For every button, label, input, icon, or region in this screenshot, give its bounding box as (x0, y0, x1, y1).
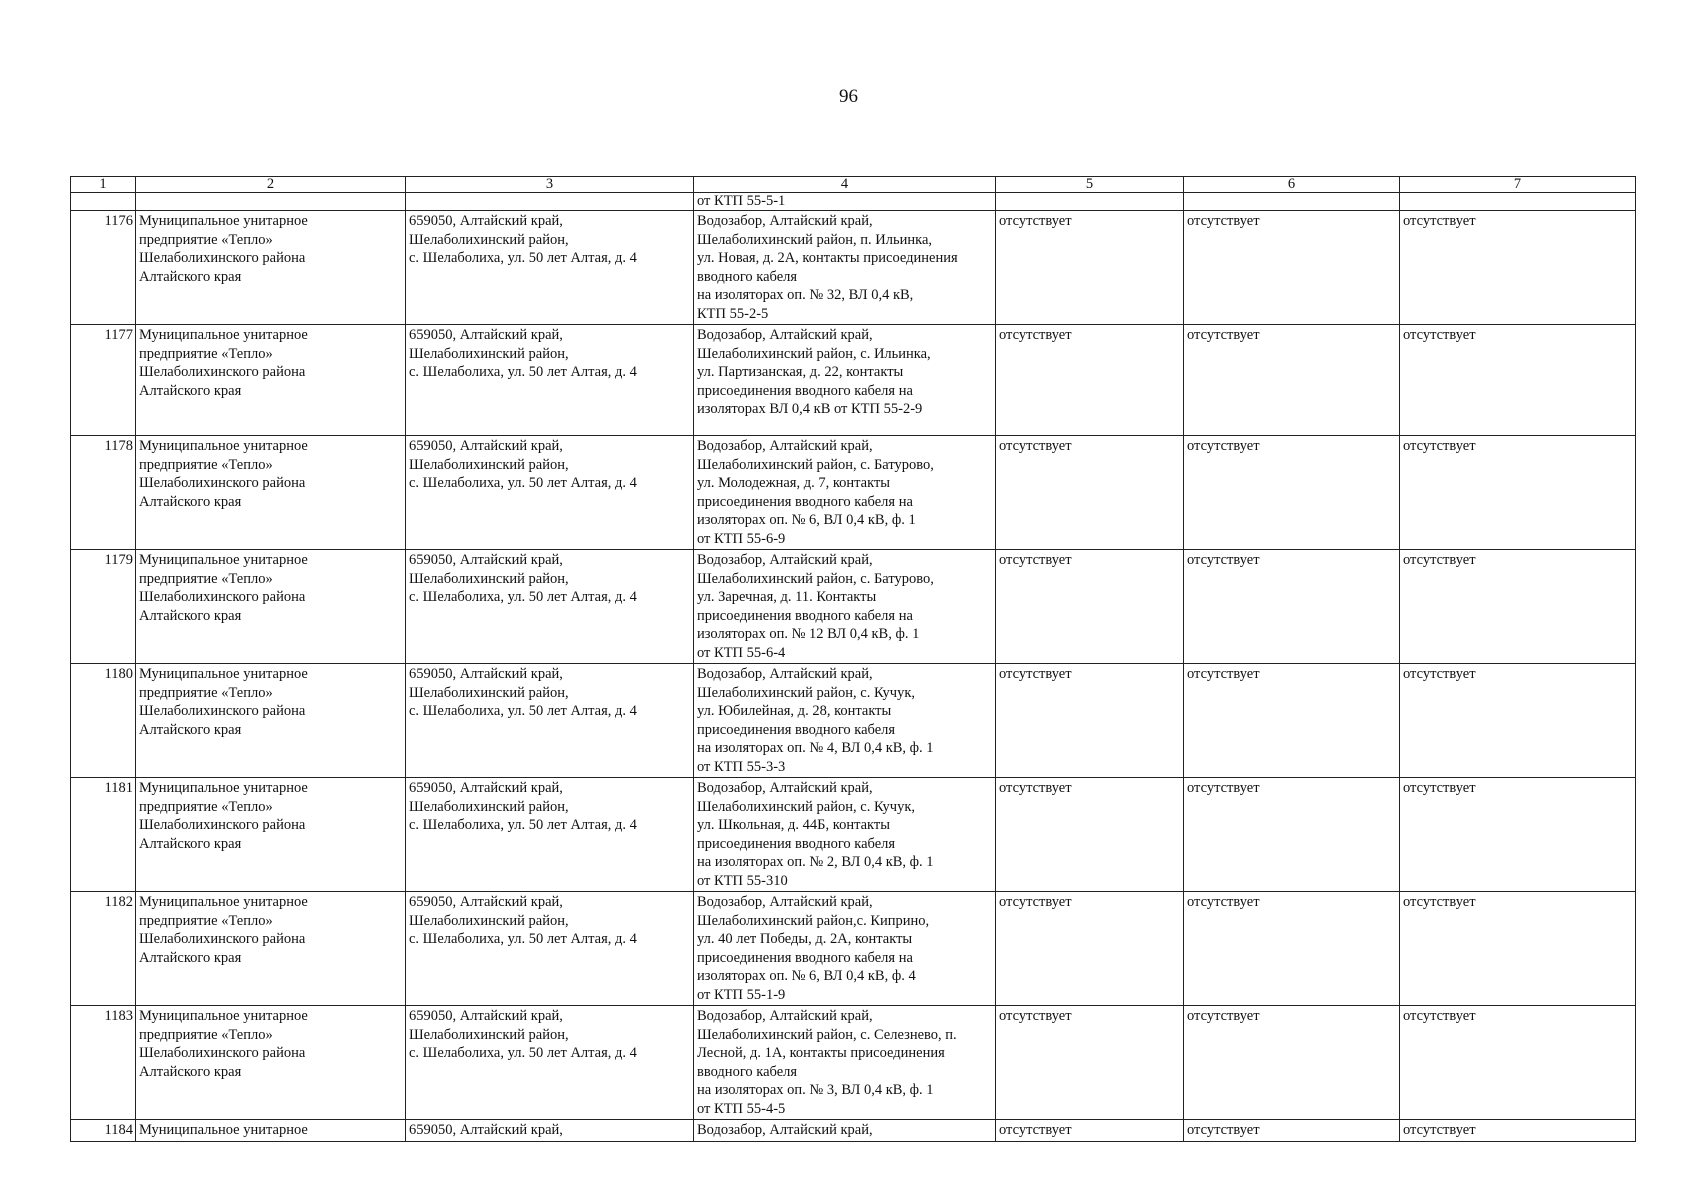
text-line: Шелаболихинский район, п. Ильинка, (697, 231, 933, 248)
text-line: предприятие «Тепло» (139, 456, 273, 473)
owner-name-cell (136, 211, 406, 325)
text-line: 659050, Алтайский край, (409, 1008, 563, 1024)
text-line: на изоляторах оп. № 2, ВЛ 0,4 кВ, ф. 1 (697, 854, 934, 870)
table-row (71, 325, 1636, 436)
text-line: присоединения вводного кабеля на (697, 493, 913, 510)
table-row (71, 778, 1636, 892)
table-cell: от КТП 55-5-1 (694, 193, 996, 211)
text-line: Водозабор, Алтайский край, (697, 1008, 873, 1024)
text-line: 659050, Алтайский край, (409, 213, 563, 229)
text-line: Водозабор, Алтайский край, (697, 552, 873, 568)
text-line: Алтайского края (139, 835, 242, 852)
text-line: Шелаболихинский район, (409, 912, 569, 929)
text-line: предприятие «Тепло» (139, 570, 273, 587)
text-line: Алтайского края (139, 721, 242, 738)
text-line: Шелаболихинский район, с. Ильинка, (697, 345, 931, 362)
table-cell (71, 193, 136, 211)
status-cell: отсутствует (1184, 664, 1400, 778)
page-number: 96 (839, 86, 858, 107)
status-cell: отсутствует (1400, 550, 1636, 664)
owner-name-cell (136, 664, 406, 778)
text-line: Муниципальное унитарное (139, 438, 308, 454)
text-line: 659050, Алтайский край, (409, 666, 563, 682)
owner-address-cell (406, 892, 694, 1006)
text-line: Лесной, д. 1А, контакты присоединения (697, 1045, 945, 1061)
text-line: на изоляторах оп. № 4, ВЛ 0,4 кВ, ф. 1 (697, 740, 934, 756)
text-line: Шелаболихинский район, (409, 684, 569, 701)
status-cell: отсутствует (1184, 325, 1400, 436)
column-header: 2 (136, 177, 406, 193)
text-line: 659050, Алтайский край, (409, 552, 563, 568)
text-line: Муниципальное унитарное (139, 1008, 308, 1024)
text-line: Шелаболихинский район, с. Батурово, (697, 570, 934, 587)
owner-address-cell (406, 664, 694, 778)
owner-name-cell (136, 778, 406, 892)
owner-address-cell (406, 1006, 694, 1120)
text-line: Шелаболихинского района (139, 703, 306, 719)
status-cell: отсутствует (996, 550, 1184, 664)
status-cell: отсутствует (996, 778, 1184, 892)
status-cell: отсутствует (1400, 664, 1636, 778)
text-line: предприятие «Тепло» (139, 798, 273, 815)
owner-address-cell: 659050, Алтайский край, (406, 1120, 694, 1142)
table-row (71, 211, 1636, 325)
text-line: Шелаболихинский район, (409, 798, 569, 815)
object-location-cell (694, 436, 996, 550)
text-line: ул. Новая, д. 2А, контакты присоединения (697, 250, 958, 266)
text-line: с. Шелаболиха, ул. 50 лет Алтая, д. 4 (409, 703, 637, 719)
column-header: 6 (1184, 177, 1400, 193)
record-number: 1180 (71, 664, 136, 778)
status-cell: отсутствует (1400, 211, 1636, 325)
text-line: с. Шелаболиха, ул. 50 лет Алтая, д. 4 (409, 1045, 637, 1061)
owner-name-cell (136, 892, 406, 1006)
text-line: ул. Школьная, д. 44Б, контакты (697, 817, 890, 833)
object-location-cell (694, 325, 996, 436)
text-line: 659050, Алтайский край, (409, 327, 563, 343)
record-number: 1179 (71, 550, 136, 664)
text-line: присоединения вводного кабеля (697, 835, 896, 852)
text-line: ул. Юбилейная, д. 28, контакты (697, 703, 892, 719)
table-row (71, 1006, 1636, 1120)
text-line: от КТП 55-1-9 (697, 986, 786, 1003)
table-cell (996, 193, 1184, 211)
text-line: с. Шелаболиха, ул. 50 лет Алтая, д. 4 (409, 817, 637, 833)
text-line: предприятие «Тепло» (139, 231, 273, 248)
table-row (71, 664, 1636, 778)
text-line: Шелаболихинского района (139, 250, 306, 266)
text-line: Шелаболихинский район, с. Кучук, (697, 798, 915, 815)
text-line: присоединения вводного кабеля на (697, 382, 913, 399)
text-line: ул. 40 лет Победы, д. 2А, контакты (697, 931, 913, 947)
text-line: предприятие «Тепло» (139, 1026, 273, 1043)
table-cell (1400, 193, 1636, 211)
text-line: Шелаболихинский район, (409, 1026, 569, 1043)
status-cell: отсутствует (1184, 436, 1400, 550)
object-location-cell (694, 664, 996, 778)
owner-name-cell (136, 436, 406, 550)
column-header: 4 (694, 177, 996, 193)
table-cell (136, 193, 406, 211)
record-number: 1182 (71, 892, 136, 1006)
owner-address-cell (406, 550, 694, 664)
registry-table (70, 176, 1636, 1142)
status-cell: отсутствует (1184, 211, 1400, 325)
text-line: изоляторах оп. № 6, ВЛ 0,4 кВ, ф. 1 (697, 512, 916, 528)
text-line: Алтайского края (139, 607, 242, 624)
text-line: Муниципальное унитарное (139, 327, 308, 343)
status-cell: отсутствует (1400, 436, 1636, 550)
column-header: 5 (996, 177, 1184, 193)
text-line: Шелаболихинский район, с. Селезнево, п. (697, 1026, 957, 1043)
owner-address-cell (406, 325, 694, 436)
text-line: Алтайского края (139, 382, 242, 399)
text-line: Алтайского края (139, 493, 242, 510)
status-cell: отсутствует (996, 1006, 1184, 1120)
text-line: Шелаболихинский район, с. Батурово, (697, 456, 934, 473)
text-line: изоляторах оп. № 12 ВЛ 0,4 кВ, ф. 1 (697, 626, 920, 642)
record-number: 1176 (71, 211, 136, 325)
record-number: 1184 (71, 1120, 136, 1142)
text-line: предприятие «Тепло» (139, 684, 273, 701)
text-line: с. Шелаболиха, ул. 50 лет Алтая, д. 4 (409, 250, 637, 266)
status-cell: отсутствует (996, 436, 1184, 550)
column-header: 3 (406, 177, 694, 193)
object-location-cell (694, 892, 996, 1006)
status-cell: отсутствует (1400, 325, 1636, 436)
record-number: 1183 (71, 1006, 136, 1120)
status-cell: отсутствует (1184, 892, 1400, 1006)
status-cell: отсутствует (1184, 1006, 1400, 1120)
text-line: Алтайского края (139, 268, 242, 285)
text-line: присоединения вводного кабеля на (697, 949, 913, 966)
table-row (71, 550, 1636, 664)
owner-name-cell (136, 550, 406, 664)
text-line: Водозабор, Алтайский край, (697, 327, 873, 343)
text-line: изоляторах оп. № 6, ВЛ 0,4 кВ, ф. 4 (697, 968, 916, 984)
text-line: на изоляторах оп. № 3, ВЛ 0,4 кВ, ф. 1 (697, 1082, 934, 1098)
owner-address-cell (406, 436, 694, 550)
text-line: Водозабор, Алтайский край, (697, 438, 873, 454)
text-line: Шелаболихинского района (139, 589, 306, 605)
text-line: Шелаболихинского района (139, 364, 306, 380)
text-line: присоединения вводного кабеля на (697, 607, 913, 624)
text-line: от КТП 55-6-4 (697, 644, 786, 661)
status-cell: отсутствует (1184, 1120, 1400, 1142)
status-cell: отсутствует (1400, 1120, 1636, 1142)
record-number: 1177 (71, 325, 136, 436)
text-line: ул. Молодежная, д. 7, контакты (697, 475, 891, 491)
table-cell (1184, 193, 1400, 211)
table-row (71, 1120, 1636, 1142)
object-location-cell (694, 550, 996, 664)
text-line: Водозабор, Алтайский край, (697, 894, 873, 910)
text-line: от КТП 55-4-5 (697, 1100, 786, 1117)
text-line: Муниципальное унитарное (139, 213, 308, 229)
status-cell: отсутствует (1400, 778, 1636, 892)
text-line: изоляторах ВЛ 0,4 кВ от КТП 55-2-9 (697, 401, 923, 417)
text-line: с. Шелаболиха, ул. 50 лет Алтая, д. 4 (409, 931, 637, 947)
text-line: вводного кабеля (697, 268, 798, 285)
text-line: присоединения вводного кабеля (697, 721, 896, 738)
status-cell: отсутствует (1184, 550, 1400, 664)
text-line: с. Шелаболиха, ул. 50 лет Алтая, д. 4 (409, 364, 637, 380)
text-line: Муниципальное унитарное (139, 552, 308, 568)
text-line: Шелаболихинского района (139, 817, 306, 833)
table-cell (406, 193, 694, 211)
text-line: 659050, Алтайский край, (409, 780, 563, 796)
status-cell: отсутствует (996, 664, 1184, 778)
status-cell: отсутствует (1400, 892, 1636, 1006)
text-line: Шелаболихинский район, (409, 231, 569, 248)
text-line: Алтайского края (139, 1063, 242, 1080)
column-header: 1 (71, 177, 136, 193)
status-cell: отсутствует (996, 211, 1184, 325)
record-number: 1178 (71, 436, 136, 550)
text-line: Шелаболихинский район, с. Кучук, (697, 684, 915, 701)
text-line: предприятие «Тепло» (139, 345, 273, 362)
object-location-cell (694, 778, 996, 892)
text-line: Шелаболихинский район, (409, 570, 569, 587)
text-line: 659050, Алтайский край, (409, 894, 563, 910)
text-line: вводного кабеля (697, 1063, 798, 1080)
text-line: Водозабор, Алтайский край, (697, 666, 873, 682)
text-line: Муниципальное унитарное (139, 780, 308, 796)
text-line: ул. Партизанская, д. 22, контакты (697, 364, 904, 380)
status-cell: отсутствует (1184, 778, 1400, 892)
text-line: Шелаболихинский район, (409, 345, 569, 362)
table-body (71, 193, 1636, 1142)
table-row (71, 436, 1636, 550)
status-cell: отсутствует (996, 325, 1184, 436)
text-line: Шелаболихинский район,с. Киприно, (697, 912, 930, 929)
text-line: Шелаболихинского района (139, 475, 306, 491)
record-number: 1181 (71, 778, 136, 892)
text-line: с. Шелаболиха, ул. 50 лет Алтая, д. 4 (409, 475, 637, 491)
text-line: Алтайского края (139, 949, 242, 966)
column-number-header-row (71, 177, 1636, 193)
text-line: Водозабор, Алтайский край, (697, 213, 873, 229)
column-header: 7 (1400, 177, 1636, 193)
text-line: КТП 55-2-5 (697, 305, 769, 322)
owner-name-cell (136, 325, 406, 436)
object-location-cell (694, 211, 996, 325)
table-row (71, 892, 1636, 1006)
text-line: Муниципальное унитарное (139, 666, 308, 682)
owner-address-cell (406, 211, 694, 325)
text-line: Шелаболихинский район, (409, 456, 569, 473)
text-line: Шелаболихинского района (139, 1045, 306, 1061)
text-line: на изоляторах оп. № 32, ВЛ 0,4 кВ, (697, 287, 914, 303)
owner-address-cell (406, 778, 694, 892)
owner-name-cell: Муниципальное унитарное (136, 1120, 406, 1142)
text-line: предприятие «Тепло» (139, 912, 273, 929)
text-line: с. Шелаболиха, ул. 50 лет Алтая, д. 4 (409, 589, 637, 605)
owner-name-cell (136, 1006, 406, 1120)
object-location-cell (694, 1006, 996, 1120)
status-cell: отсутствует (1400, 1006, 1636, 1120)
text-line: от КТП 55-3-3 (697, 758, 786, 775)
text-line: Водозабор, Алтайский край, (697, 780, 873, 796)
text-line: Шелаболихинского района (139, 931, 306, 947)
text-line: ул. Заречная, д. 11. Контакты (697, 589, 877, 605)
status-cell: отсутствует (996, 892, 1184, 1006)
text-line: от КТП 55-6-9 (697, 530, 786, 547)
text-line: Муниципальное унитарное (139, 894, 308, 910)
continuation-row (71, 193, 1636, 211)
object-location-cell: Водозабор, Алтайский край, (694, 1120, 996, 1142)
text-line: от КТП 55-310 (697, 872, 788, 889)
status-cell: отсутствует (996, 1120, 1184, 1142)
text-line: 659050, Алтайский край, (409, 438, 563, 454)
